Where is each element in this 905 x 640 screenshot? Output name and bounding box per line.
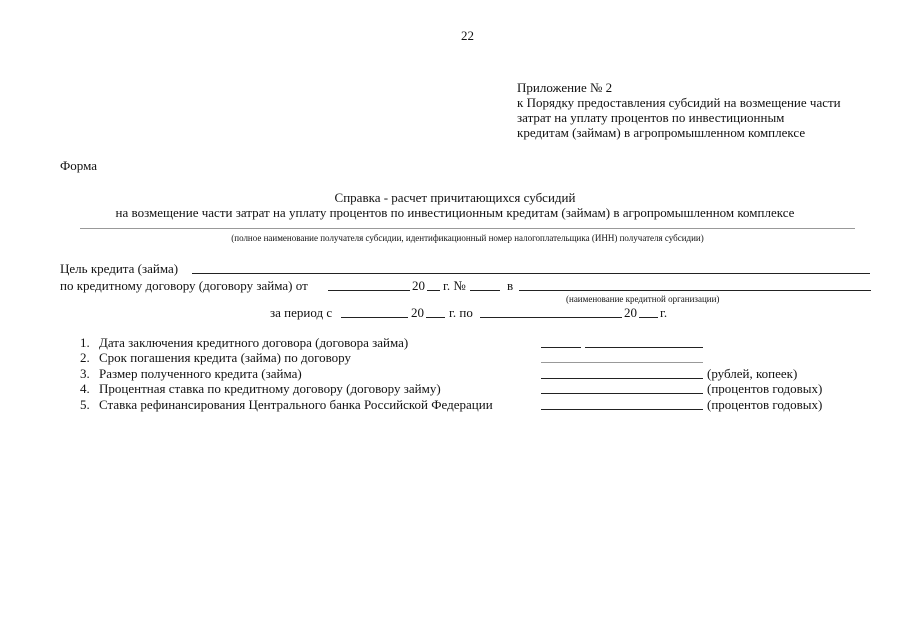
item-2-number: 2. <box>80 350 90 365</box>
item-5-field[interactable] <box>541 409 703 410</box>
recipient-name-line[interactable] <box>80 228 855 229</box>
appendix-line: кредитам (займам) в агропромышленном комплексе <box>517 125 806 140</box>
appendix-line: к Порядку предоставления субсидий на возмещение части <box>517 95 841 110</box>
bank-caption: (наименование кредитной организации) <box>566 294 720 304</box>
item-4-label: Процентная ставка по кредитному договору (договору займу) <box>99 381 441 396</box>
item-4-number: 4. <box>80 381 90 396</box>
item-1-day-field[interactable] <box>541 347 581 348</box>
item-4-field[interactable] <box>541 393 703 394</box>
item-1-number: 1. <box>80 335 90 350</box>
period-year-suffix: г. <box>660 305 668 320</box>
bank-name-field[interactable] <box>519 290 871 291</box>
item-5-unit: (процентов годовых) <box>707 397 823 412</box>
item-1-date-field[interactable] <box>585 347 703 348</box>
item-5-label: Ставка рефинансирования Центрального банка Российской Федерации <box>99 397 493 412</box>
period-from-field[interactable] <box>341 317 408 318</box>
item-4-unit: (процентов годовых) <box>707 381 823 396</box>
period-year1-field[interactable] <box>426 317 445 318</box>
credit-purpose-field[interactable] <box>192 273 870 274</box>
period-year2-prefix: 20 <box>624 305 637 320</box>
contract-bank-in: в <box>507 278 514 293</box>
period-to-label: г. по <box>449 305 473 320</box>
heading-line-2: на возмещение части затрат на уплату процентов по инвестиционным кредитам (займам) в агропромышленном комплексе <box>115 205 795 220</box>
item-3-field[interactable] <box>541 378 703 379</box>
contract-number-field[interactable] <box>470 290 500 291</box>
appendix-line: затрат на уплату процентов по инвестиционным <box>517 110 785 125</box>
contract-number-label: г. № <box>443 278 466 293</box>
item-5-number: 5. <box>80 397 90 412</box>
contract-year-prefix: 20 <box>412 278 425 293</box>
contract-prefix: по кредитному договору (договору займа) от <box>60 278 308 293</box>
item-2-field[interactable] <box>541 362 703 363</box>
page-number: 22 <box>461 28 474 43</box>
heading-line-1: Справка - расчет причитающихся субсидий <box>334 190 576 205</box>
period-to-field[interactable] <box>480 317 622 318</box>
contract-year-field[interactable] <box>427 290 440 291</box>
period-year2-field[interactable] <box>639 317 658 318</box>
form-label: Форма <box>60 158 97 173</box>
contract-date-field[interactable] <box>328 290 410 291</box>
item-3-unit: (рублей, копеек) <box>707 366 798 381</box>
period-from-label: за период с <box>270 305 333 320</box>
appendix-title: Приложение № 2 <box>517 80 613 95</box>
credit-purpose-label: Цель кредита (займа) <box>60 261 179 276</box>
item-2-label: Срок погашения кредита (займа) по договору <box>99 350 351 365</box>
period-year1-prefix: 20 <box>411 305 424 320</box>
recipient-caption: (полное наименование получателя субсидии, идентификационный номер налогоплательщика (ИНН) получателя субсидии) <box>231 233 704 243</box>
item-3-label: Размер полученного кредита (займа) <box>99 366 302 381</box>
item-1-label: Дата заключения кредитного договора (договора займа) <box>99 335 409 350</box>
item-3-number: 3. <box>80 366 90 381</box>
